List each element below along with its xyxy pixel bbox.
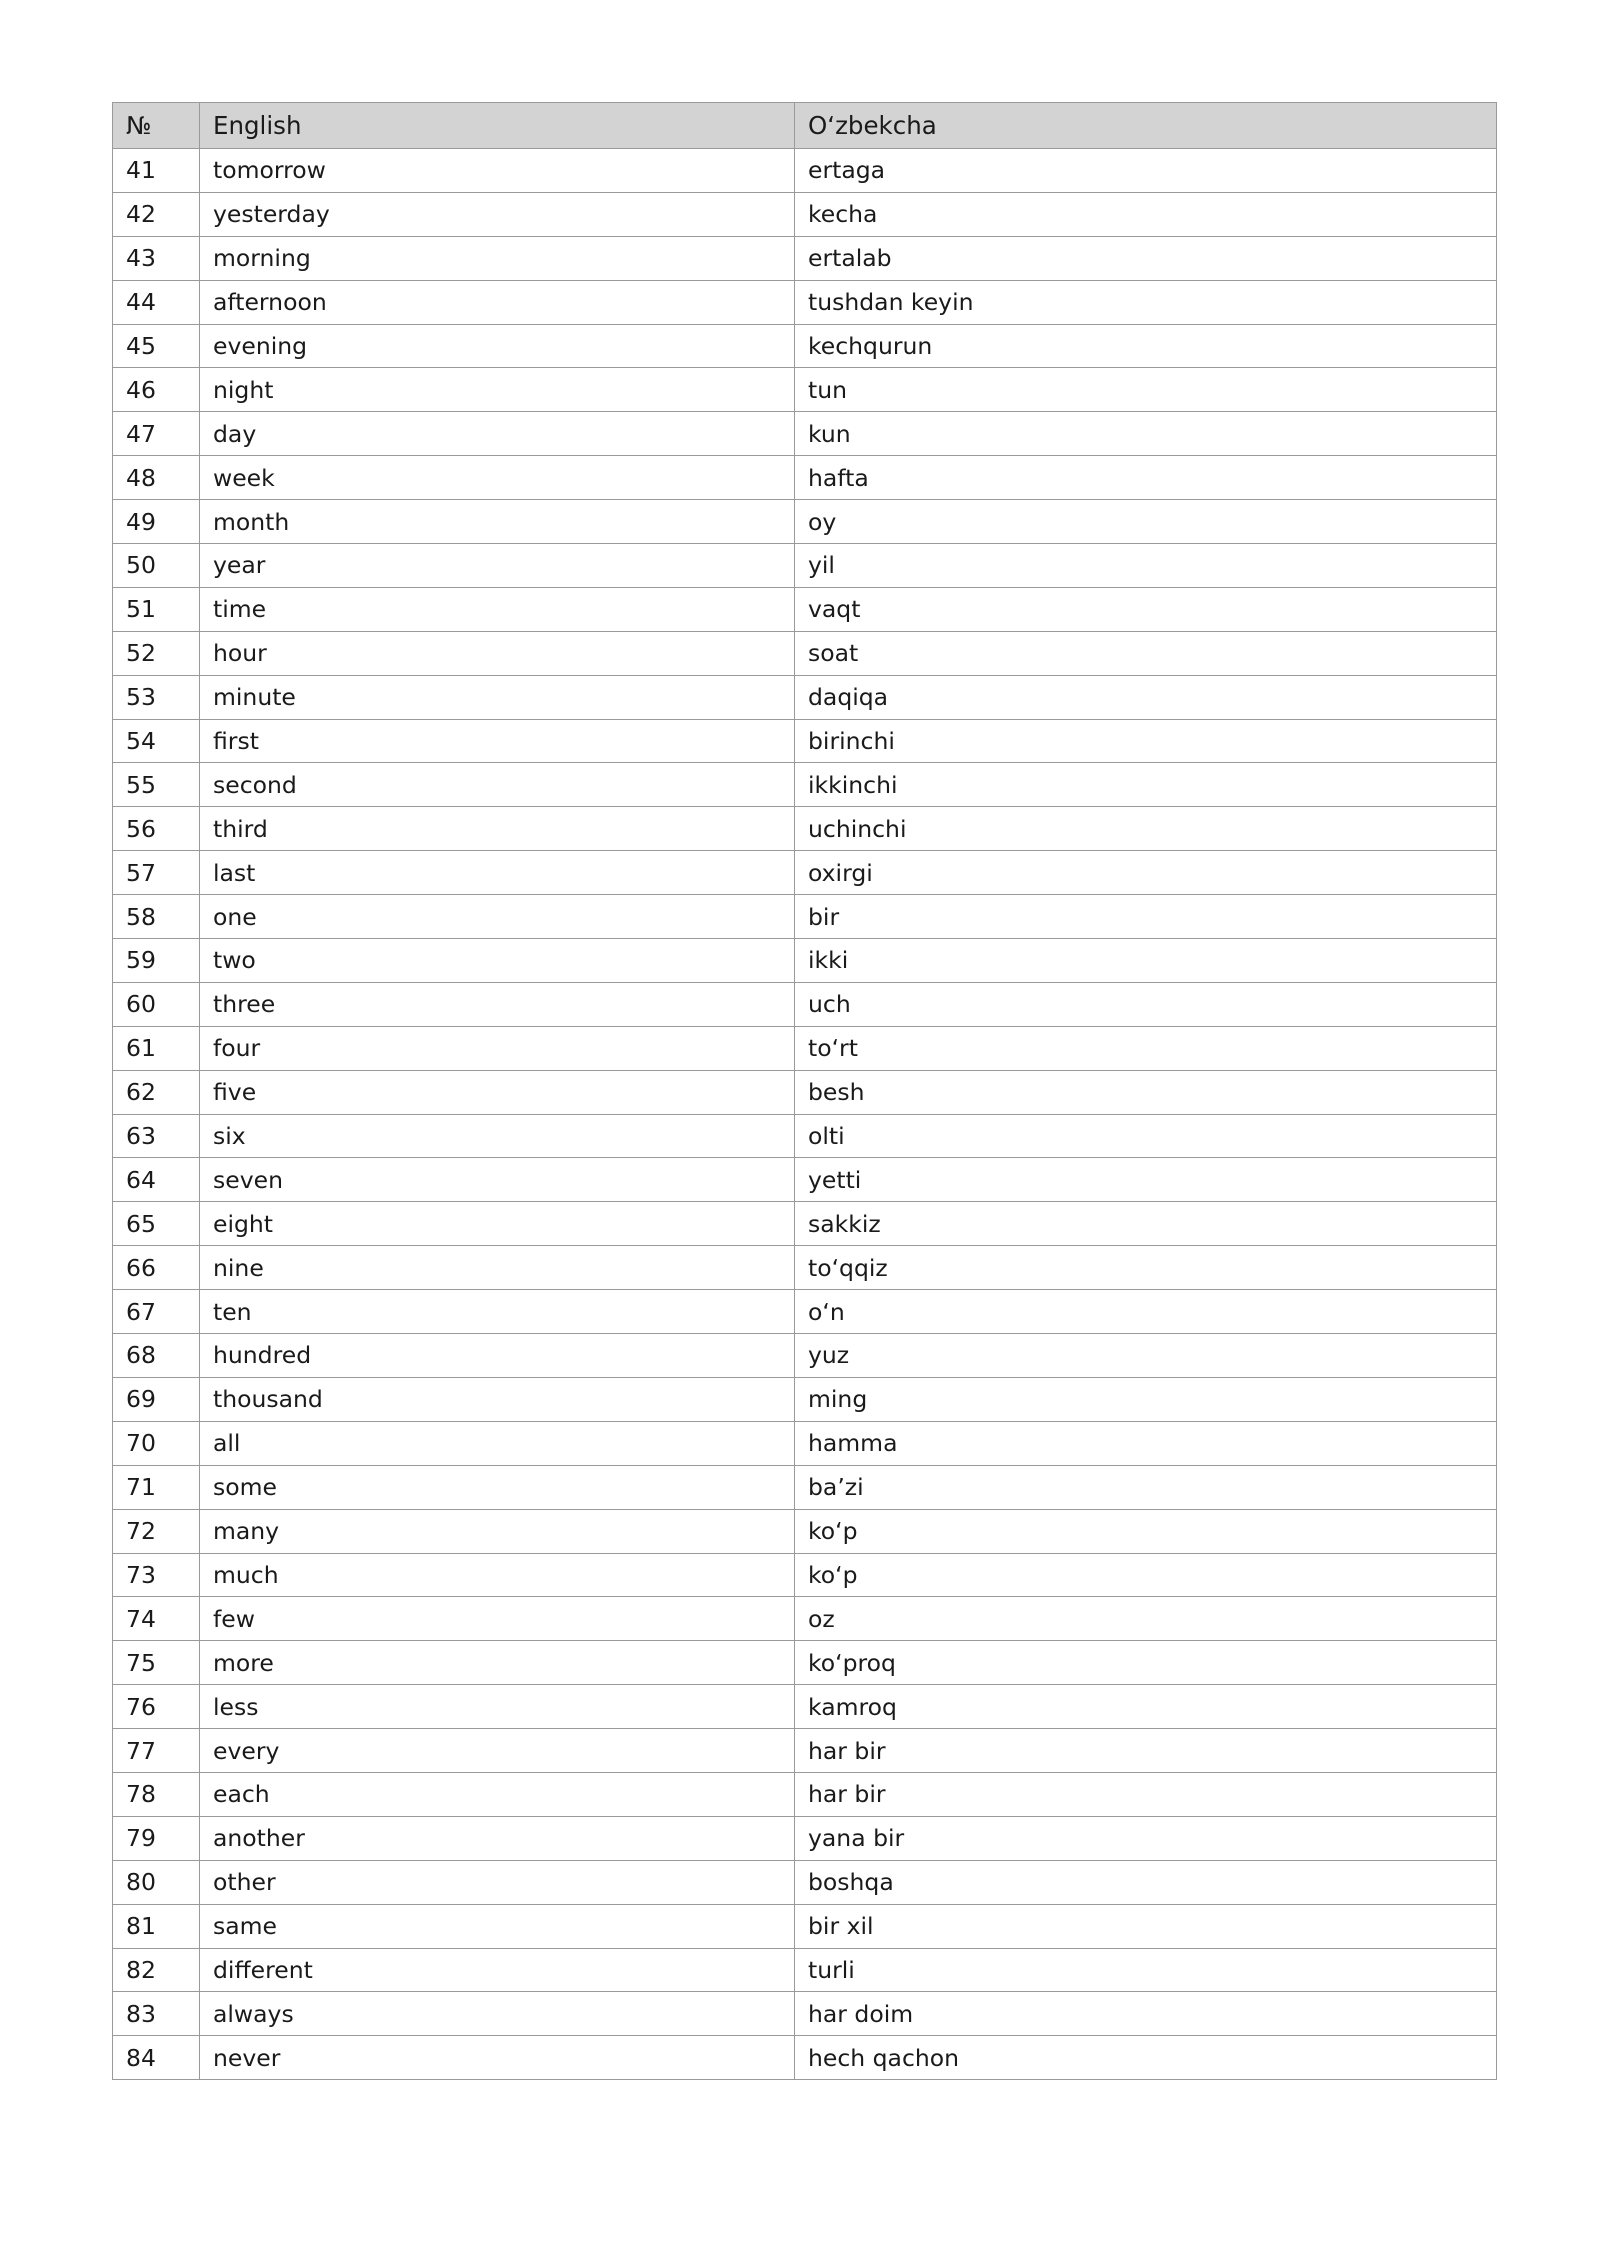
cell-uzbek: ba’zi — [795, 1465, 1497, 1509]
cell-english: month — [200, 500, 795, 544]
cell-english: day — [200, 412, 795, 456]
table-row — [113, 368, 1497, 412]
cell-number: 81 — [113, 1904, 200, 1948]
cell-number: 62 — [113, 1070, 200, 1114]
cell-number: 44 — [113, 280, 200, 324]
cell-number: 65 — [113, 1202, 200, 1246]
cell-number: 58 — [113, 895, 200, 939]
table-row — [113, 1202, 1497, 1246]
vocabulary-table — [112, 102, 1497, 2080]
cell-english: much — [200, 1553, 795, 1597]
cell-number: 79 — [113, 1816, 200, 1860]
cell-uzbek: bir xil — [795, 1904, 1497, 1948]
cell-number: 59 — [113, 939, 200, 983]
table-row — [113, 456, 1497, 500]
cell-uzbek: oy — [795, 500, 1497, 544]
table-row — [113, 1641, 1497, 1685]
table-row — [113, 324, 1497, 368]
cell-english: third — [200, 807, 795, 851]
table-row — [113, 192, 1497, 236]
table-row — [113, 1290, 1497, 1334]
table-row — [113, 412, 1497, 456]
cell-uzbek: soat — [795, 631, 1497, 675]
header-number: № — [113, 103, 200, 149]
cell-english: many — [200, 1509, 795, 1553]
cell-english: more — [200, 1641, 795, 1685]
cell-english: second — [200, 763, 795, 807]
cell-number: 67 — [113, 1290, 200, 1334]
cell-number: 55 — [113, 763, 200, 807]
cell-english: last — [200, 851, 795, 895]
cell-number: 70 — [113, 1421, 200, 1465]
table-row — [113, 1334, 1497, 1378]
cell-english: every — [200, 1729, 795, 1773]
table-row — [113, 1685, 1497, 1729]
table-row — [113, 851, 1497, 895]
table-row — [113, 1246, 1497, 1290]
cell-uzbek: ko‘proq — [795, 1641, 1497, 1685]
cell-uzbek: oz — [795, 1597, 1497, 1641]
cell-number: 84 — [113, 2036, 200, 2080]
cell-english: less — [200, 1685, 795, 1729]
cell-uzbek: uch — [795, 982, 1497, 1026]
cell-uzbek: besh — [795, 1070, 1497, 1114]
cell-english: another — [200, 1816, 795, 1860]
cell-number: 75 — [113, 1641, 200, 1685]
cell-uzbek: ertaga — [795, 149, 1497, 193]
cell-number: 42 — [113, 192, 200, 236]
cell-uzbek: ikkinchi — [795, 763, 1497, 807]
cell-uzbek: yil — [795, 544, 1497, 588]
cell-uzbek: ko‘p — [795, 1553, 1497, 1597]
cell-uzbek: kecha — [795, 192, 1497, 236]
table-row — [113, 763, 1497, 807]
cell-uzbek: yana bir — [795, 1816, 1497, 1860]
cell-english: night — [200, 368, 795, 412]
cell-english: ten — [200, 1290, 795, 1334]
cell-english: week — [200, 456, 795, 500]
cell-english: some — [200, 1465, 795, 1509]
cell-uzbek: vaqt — [795, 587, 1497, 631]
cell-uzbek: uchinchi — [795, 807, 1497, 851]
cell-number: 53 — [113, 675, 200, 719]
cell-uzbek: kechqurun — [795, 324, 1497, 368]
cell-english: evening — [200, 324, 795, 368]
cell-uzbek: olti — [795, 1114, 1497, 1158]
cell-english: year — [200, 544, 795, 588]
cell-english: same — [200, 1904, 795, 1948]
table-row — [113, 719, 1497, 763]
table-row — [113, 1904, 1497, 1948]
cell-uzbek: daqiqa — [795, 675, 1497, 719]
cell-number: 56 — [113, 807, 200, 851]
cell-uzbek: har bir — [795, 1772, 1497, 1816]
cell-english: five — [200, 1070, 795, 1114]
cell-number: 48 — [113, 456, 200, 500]
cell-uzbek: bir — [795, 895, 1497, 939]
cell-number: 76 — [113, 1685, 200, 1729]
table-row — [113, 1465, 1497, 1509]
cell-number: 47 — [113, 412, 200, 456]
header-uzbek: O‘zbekcha — [795, 103, 1497, 149]
cell-number: 45 — [113, 324, 200, 368]
cell-uzbek: to‘qqiz — [795, 1246, 1497, 1290]
cell-uzbek: hamma — [795, 1421, 1497, 1465]
cell-english: afternoon — [200, 280, 795, 324]
cell-uzbek: har bir — [795, 1729, 1497, 1773]
table-row — [113, 1509, 1497, 1553]
cell-english: first — [200, 719, 795, 763]
cell-english: eight — [200, 1202, 795, 1246]
table-row — [113, 544, 1497, 588]
cell-uzbek: ertalab — [795, 236, 1497, 280]
cell-number: 77 — [113, 1729, 200, 1773]
cell-uzbek: to‘rt — [795, 1026, 1497, 1070]
cell-number: 80 — [113, 1860, 200, 1904]
cell-english: nine — [200, 1246, 795, 1290]
cell-uzbek: yetti — [795, 1158, 1497, 1202]
cell-uzbek: sakkiz — [795, 1202, 1497, 1246]
table-body — [113, 149, 1497, 2080]
cell-number: 74 — [113, 1597, 200, 1641]
table-row — [113, 1114, 1497, 1158]
cell-uzbek: kun — [795, 412, 1497, 456]
table-row — [113, 1860, 1497, 1904]
cell-uzbek: boshqa — [795, 1860, 1497, 1904]
cell-number: 46 — [113, 368, 200, 412]
table-row — [113, 1816, 1497, 1860]
cell-english: hundred — [200, 1334, 795, 1378]
cell-number: 51 — [113, 587, 200, 631]
cell-english: tomorrow — [200, 149, 795, 193]
cell-uzbek: ming — [795, 1377, 1497, 1421]
cell-uzbek: hafta — [795, 456, 1497, 500]
cell-uzbek: tushdan keyin — [795, 280, 1497, 324]
cell-number: 68 — [113, 1334, 200, 1378]
cell-english: seven — [200, 1158, 795, 1202]
cell-uzbek: ikki — [795, 939, 1497, 983]
cell-number: 69 — [113, 1377, 200, 1421]
cell-uzbek: o‘n — [795, 1290, 1497, 1334]
cell-english: minute — [200, 675, 795, 719]
cell-uzbek: birinchi — [795, 719, 1497, 763]
cell-number: 41 — [113, 149, 200, 193]
cell-uzbek: tun — [795, 368, 1497, 412]
cell-english: three — [200, 982, 795, 1026]
cell-number: 83 — [113, 1992, 200, 2036]
cell-number: 78 — [113, 1772, 200, 1816]
cell-english: yesterday — [200, 192, 795, 236]
cell-number: 61 — [113, 1026, 200, 1070]
cell-english: time — [200, 587, 795, 631]
cell-english: never — [200, 2036, 795, 2080]
cell-english: thousand — [200, 1377, 795, 1421]
cell-english: hour — [200, 631, 795, 675]
cell-uzbek: yuz — [795, 1334, 1497, 1378]
cell-number: 63 — [113, 1114, 200, 1158]
cell-number: 73 — [113, 1553, 200, 1597]
cell-number: 64 — [113, 1158, 200, 1202]
cell-number: 49 — [113, 500, 200, 544]
cell-uzbek: oxirgi — [795, 851, 1497, 895]
table-row — [113, 1597, 1497, 1641]
cell-number: 66 — [113, 1246, 200, 1290]
header-row — [113, 103, 1497, 149]
table-row — [113, 982, 1497, 1026]
cell-number: 43 — [113, 236, 200, 280]
cell-number: 52 — [113, 631, 200, 675]
table-row — [113, 1421, 1497, 1465]
header-english: English — [200, 103, 795, 149]
cell-number: 60 — [113, 982, 200, 1026]
cell-english: few — [200, 1597, 795, 1641]
cell-number: 57 — [113, 851, 200, 895]
cell-english: morning — [200, 236, 795, 280]
cell-english: all — [200, 1421, 795, 1465]
table-row — [113, 675, 1497, 719]
cell-uzbek: turli — [795, 1948, 1497, 1992]
table-row — [113, 149, 1497, 193]
table-row — [113, 1992, 1497, 2036]
cell-uzbek: hech qachon — [795, 2036, 1497, 2080]
cell-english: each — [200, 1772, 795, 1816]
table-row — [113, 1948, 1497, 1992]
table-row — [113, 1729, 1497, 1773]
cell-english: two — [200, 939, 795, 983]
table-row — [113, 236, 1497, 280]
cell-english: four — [200, 1026, 795, 1070]
table-row — [113, 895, 1497, 939]
cell-english: other — [200, 1860, 795, 1904]
table-row — [113, 1026, 1497, 1070]
table-row — [113, 1553, 1497, 1597]
table-row — [113, 1070, 1497, 1114]
cell-number: 50 — [113, 544, 200, 588]
table-header — [113, 103, 1497, 149]
table-row — [113, 939, 1497, 983]
table-row — [113, 631, 1497, 675]
cell-english: six — [200, 1114, 795, 1158]
cell-number: 71 — [113, 1465, 200, 1509]
cell-uzbek: ko‘p — [795, 1509, 1497, 1553]
cell-number: 82 — [113, 1948, 200, 1992]
cell-number: 72 — [113, 1509, 200, 1553]
table-row — [113, 807, 1497, 851]
cell-english: different — [200, 1948, 795, 1992]
table-row — [113, 500, 1497, 544]
table-row — [113, 1772, 1497, 1816]
cell-number: 54 — [113, 719, 200, 763]
table-row — [113, 2036, 1497, 2080]
table-row — [113, 587, 1497, 631]
cell-english: one — [200, 895, 795, 939]
cell-uzbek: kamroq — [795, 1685, 1497, 1729]
table-row — [113, 1377, 1497, 1421]
cell-uzbek: har doim — [795, 1992, 1497, 2036]
cell-english: always — [200, 1992, 795, 2036]
table-row — [113, 280, 1497, 324]
table-row — [113, 1158, 1497, 1202]
